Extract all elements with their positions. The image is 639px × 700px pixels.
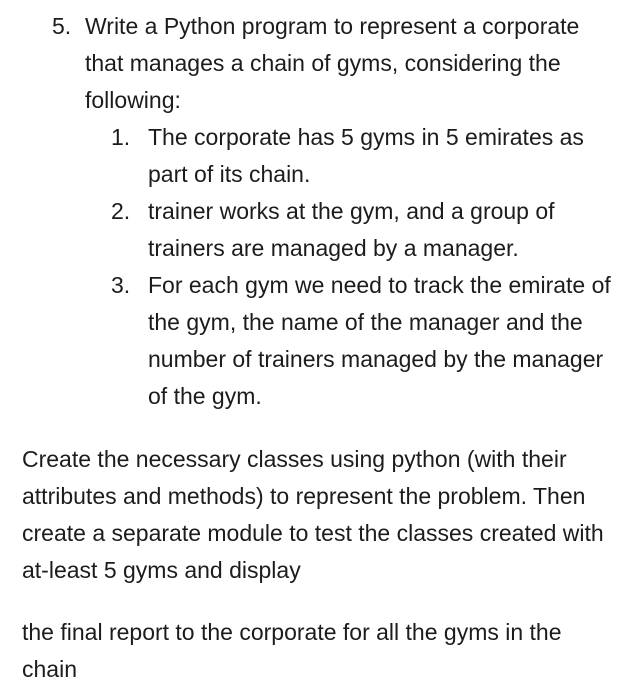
requirement-number: 1. — [111, 124, 131, 150]
requirement-item — [111, 267, 623, 415]
report-paragraph: the final report to the corporate for all the gyms in the chain — [22, 619, 562, 682]
requirement-text: trainer works at the gym, and a group of trainers are managed by a manager. — [148, 198, 555, 261]
requirement-number: 3. — [111, 272, 131, 298]
question-text: Write a Python program to represent a corporate that manages a chain of gyms, considering the following: — [85, 13, 580, 113]
requirements-list — [111, 119, 623, 415]
question-number: 5. — [52, 13, 72, 39]
requirement-item — [111, 119, 623, 193]
requirement-text: The corporate has 5 gyms in 5 emirates as part of its chain. — [148, 124, 584, 187]
requirement-number: 2. — [111, 198, 131, 224]
requirement-text: For each gym we need to track the emirate of the gym, the name of the manager and the number of trainers managed by the manager of the gym. — [148, 272, 611, 409]
instructions-paragraph: Create the necessary classes using python (with their attributes and methods) to represent the problem. Then create a separate module to test the classes created with at-least 5 gyms and display — [22, 446, 604, 583]
requirement-item — [111, 193, 623, 267]
